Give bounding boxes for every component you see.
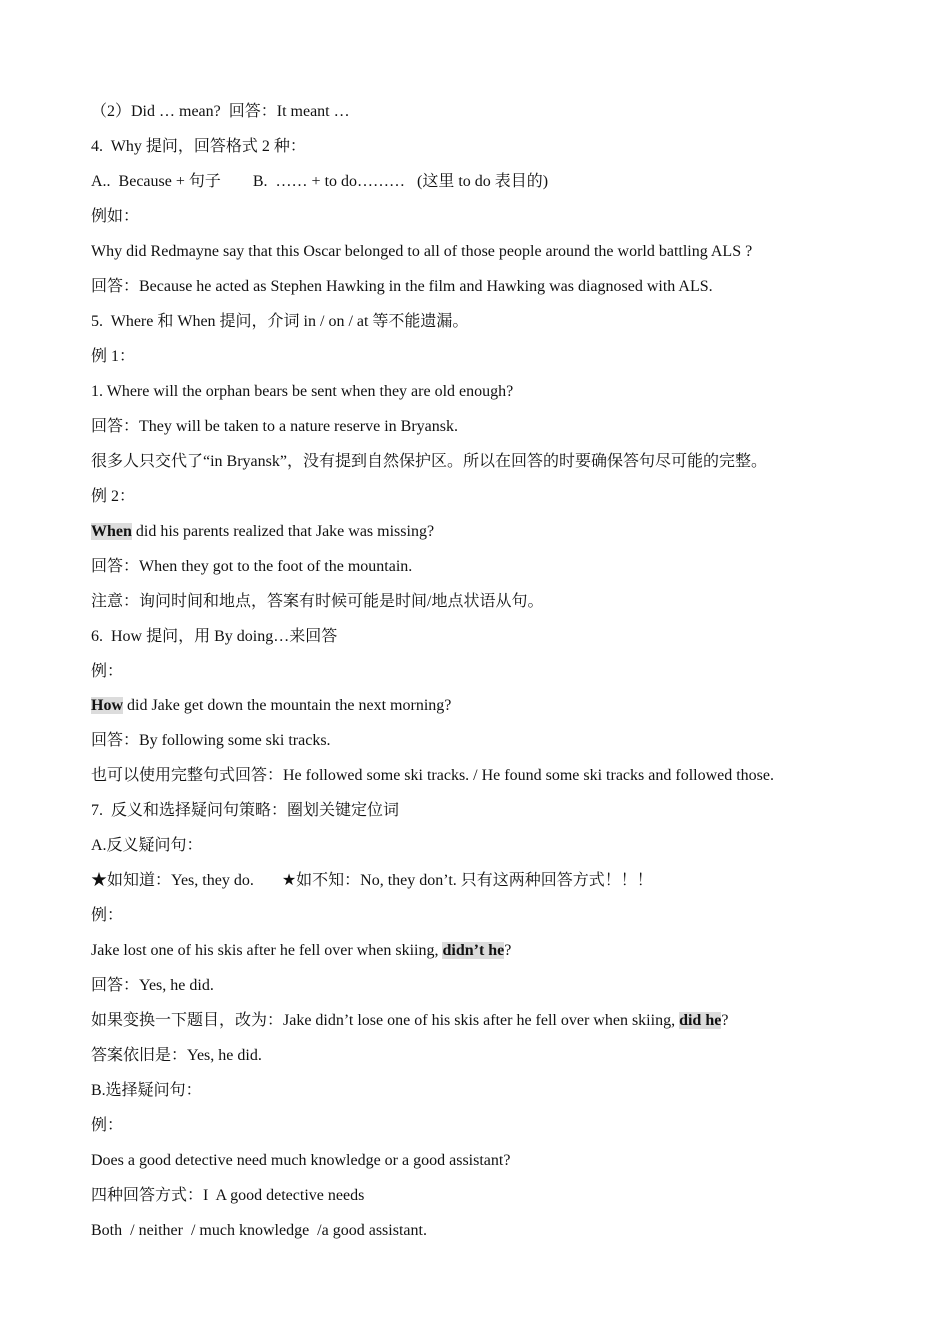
example-label: 例如： xyxy=(91,208,140,225)
text-line: A.. Because + 句子 B. …… + to do……… (这里 to do 表目的) xyxy=(91,173,549,190)
answer-line: 回答：Because he acted as Stephen Hawking in the film and Hawking was diagnosed with ALS. xyxy=(91,278,713,295)
subsection-heading: B.选择疑问句： xyxy=(91,1082,202,1099)
section-heading: 5. Where 和 When 提问，介词 in / on / at 等不能遗漏。 xyxy=(91,313,469,330)
text-line: Both / neither / much knowledge /a good assistant. xyxy=(91,1222,427,1239)
subsection-heading: A.反义疑问句： xyxy=(91,837,203,854)
section-heading: 6. How 提问，用 By doing…来回答 xyxy=(91,628,338,645)
question-line xyxy=(91,1011,728,1031)
question-text: did Jake get down the mountain the next morning? xyxy=(123,697,452,714)
question-line xyxy=(91,941,511,961)
question-mark: ? xyxy=(504,942,512,959)
text-line: 四种回答方式：I A good detective needs xyxy=(91,1187,365,1204)
example-label: 例： xyxy=(91,907,124,924)
question-text: Jake lost one of his skis after he fell over when skiing, xyxy=(91,942,443,959)
section-heading: 4. Why 提问，回答格式 2 种： xyxy=(91,138,306,155)
note-line: 很多人只交代了“in Bryansk”，没有提到自然保护区。所以在回答的时要确保答句尽可能的完整。 xyxy=(91,453,767,470)
answer-line: 回答：Yes, he did. xyxy=(91,977,214,994)
question-line xyxy=(91,522,434,542)
answer-line: 回答：By following some ski tracks. xyxy=(91,732,331,749)
example-label: 例： xyxy=(91,663,124,680)
text-line: （2）Did … mean? 回答：It meant … xyxy=(91,103,350,120)
note-line: 注意：询问时间和地点，答案有时候可能是时间/地点状语从句。 xyxy=(91,593,544,610)
question-line: Why did Redmayne say that this Oscar belonged to all of those people around the world battling ALS ? xyxy=(91,243,753,260)
highlighted-tag: did he xyxy=(679,1012,722,1029)
example-label: 例： xyxy=(91,1117,124,1134)
question-line: Does a good detective need much knowledge or a good assistant? xyxy=(91,1152,511,1169)
answer-line: 答案依旧是：Yes, he did. xyxy=(91,1047,262,1064)
text-line: ★如知道：Yes, they do. ★如不知：No, they don’t. 只有这两种回答方式！！！ xyxy=(91,872,653,889)
question-line: 1. Where will the orphan bears be sent when they are old enough? xyxy=(91,383,514,400)
highlighted-keyword: When xyxy=(91,523,132,540)
example-label: 例 2： xyxy=(91,488,136,505)
question-line xyxy=(91,696,451,716)
example-label: 例 1： xyxy=(91,348,136,365)
question-mark: ? xyxy=(721,1012,729,1029)
answer-line: 回答：When they got to the foot of the mountain. xyxy=(91,558,413,575)
note-line: 也可以使用完整句式回答：He followed some ski tracks. / He found some ski tracks and followed those. xyxy=(91,767,775,784)
section-heading: 7. 反义和选择疑问句策略：圈划关键定位词 xyxy=(91,802,400,819)
highlighted-keyword: How xyxy=(91,697,123,714)
highlighted-tag: didn’t he xyxy=(442,942,505,959)
question-text: 如果变换一下题目，改为：Jake didn’t lose one of his skis after he fell over when skiing, xyxy=(91,1012,680,1029)
question-text: did his parents realized that Jake was missing? xyxy=(131,523,435,540)
answer-line: 回答：They will be taken to a nature reserve in Bryansk. xyxy=(91,418,459,435)
